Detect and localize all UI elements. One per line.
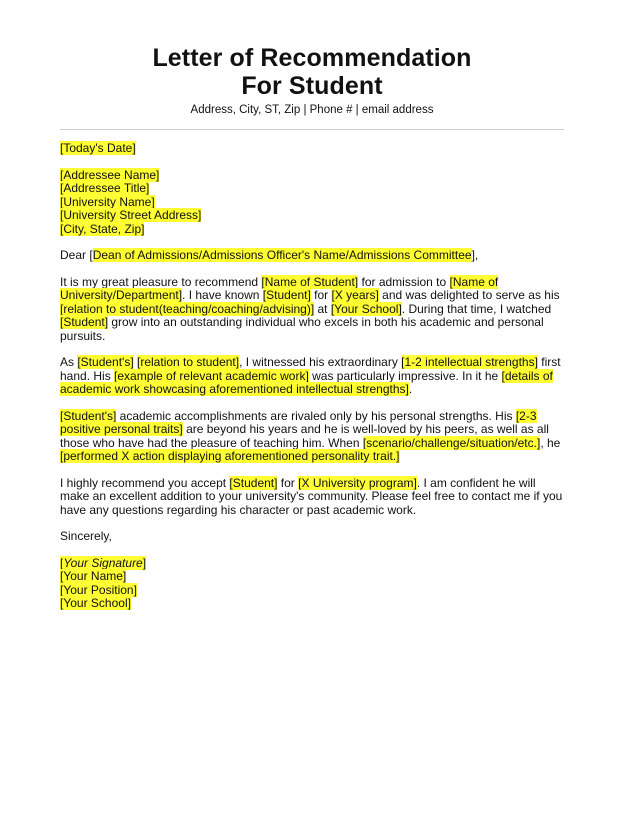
addressee-name: [Addressee Name] xyxy=(60,167,160,182)
placeholder-intellectual-strengths: [1-2 intellectual strengths] xyxy=(401,355,538,369)
placeholder-university: [Name of University/Department] xyxy=(60,274,499,302)
salutation-close: ], xyxy=(471,248,479,262)
placeholder-students: [Student's] xyxy=(77,355,134,369)
addressee-title: [Addressee Title] xyxy=(60,181,150,195)
text: . xyxy=(408,382,413,396)
placeholder-student: [Student] xyxy=(262,288,311,302)
closing xyxy=(60,530,564,544)
text: for admission to xyxy=(358,274,450,289)
header-divider xyxy=(60,129,564,130)
signature-block xyxy=(60,557,564,611)
text: , I witnessed his extraordinary xyxy=(239,355,402,369)
addressee-block xyxy=(60,169,564,237)
text: I highly recommend you accept xyxy=(60,475,230,490)
text: As xyxy=(60,355,78,369)
text: for xyxy=(277,475,299,490)
placeholder-students: [Student's] xyxy=(60,408,117,423)
addressee-city: [City, State, Zip] xyxy=(60,221,145,236)
placeholder-relation: [relation to student(teaching/coaching/advising)] xyxy=(60,301,315,316)
salutation xyxy=(60,249,564,263)
body-paragraph-1 xyxy=(60,276,564,344)
text: first hand. His xyxy=(60,355,561,383)
text: was particularly impressive. In it he xyxy=(308,368,502,383)
placeholder-student: [Student] xyxy=(229,475,278,490)
text: grow into an outstanding individual who excels in both his academic and personal pursuits. xyxy=(60,315,544,343)
placeholder-name-of-student: [Name of Student] xyxy=(261,274,359,289)
title-line-2: For Student xyxy=(241,72,383,100)
placeholder-scenario: [scenario/challenge/situation/etc.] xyxy=(362,435,541,450)
your-position: [Your Position] xyxy=(60,582,137,597)
letter-page xyxy=(0,44,620,829)
text: academic accomplishments are rivaled only by his personal strengths. His xyxy=(116,408,516,423)
title-line-1: Letter of Recommendation xyxy=(152,44,472,72)
addressee-street: [University Street Address] xyxy=(60,208,202,222)
text: . I am confident he will make an excellent addition to your university's community. Please feel free to contact me if you have any questions regarding his character or past academic work. xyxy=(60,475,563,517)
placeholder-program: [X University program] xyxy=(298,475,417,490)
placeholder-relation: [relation to student] xyxy=(137,355,240,369)
body-paragraph-3 xyxy=(60,410,564,464)
body-paragraph-4 xyxy=(60,477,564,518)
closing-text: Sincerely, xyxy=(60,529,112,543)
placeholder-personal-traits: [2-3 positive personal traits] xyxy=(60,408,537,436)
salutation-name: Dean of Admissions/Admissions Officer's Name/Admissions Committee xyxy=(92,248,472,262)
signature-open: [ xyxy=(60,555,64,570)
placeholder-student: [Student] xyxy=(60,315,109,329)
date-placeholder: [Today's Date] xyxy=(60,141,136,155)
text: . During that time, I watched xyxy=(401,301,552,316)
signature-close: ] xyxy=(142,555,147,570)
body-paragraph-2 xyxy=(60,356,564,397)
text: . I have known xyxy=(182,288,263,302)
placeholder-years: [X years] xyxy=(331,288,379,302)
contact-line: Address, City, ST, Zip | Phone # | email address xyxy=(190,104,434,116)
placeholder-action: [performed X action displaying aforementioned personality trait.] xyxy=(60,449,400,463)
placeholder-work-details: [details of academic work showcasing aforementioned intellectual strengths] xyxy=(60,368,553,396)
text: are beyond his years and he is well-loved by his peers, as well as all those who have had the pleasure of teaching him. When xyxy=(60,422,549,450)
addressee-university: [University Name] xyxy=(60,194,155,209)
salutation-prefix: Dear xyxy=(60,248,90,262)
text: It is my great pleasure to recommend xyxy=(60,274,262,289)
text: at xyxy=(314,301,331,316)
page-title xyxy=(60,44,564,100)
text: and was delighted to serve as his xyxy=(378,288,560,302)
placeholder-school: [Your School] xyxy=(330,301,402,316)
text: , he xyxy=(540,435,561,450)
date-block xyxy=(60,142,564,156)
your-school: [Your School] xyxy=(60,596,131,610)
your-name: [Your Name] xyxy=(60,569,127,583)
text: for xyxy=(310,288,332,302)
salutation-open: [ xyxy=(89,248,93,262)
placeholder-academic-work: [example of relevant academic work] xyxy=(114,368,309,383)
signature-placeholder: Your Signature xyxy=(63,555,143,570)
